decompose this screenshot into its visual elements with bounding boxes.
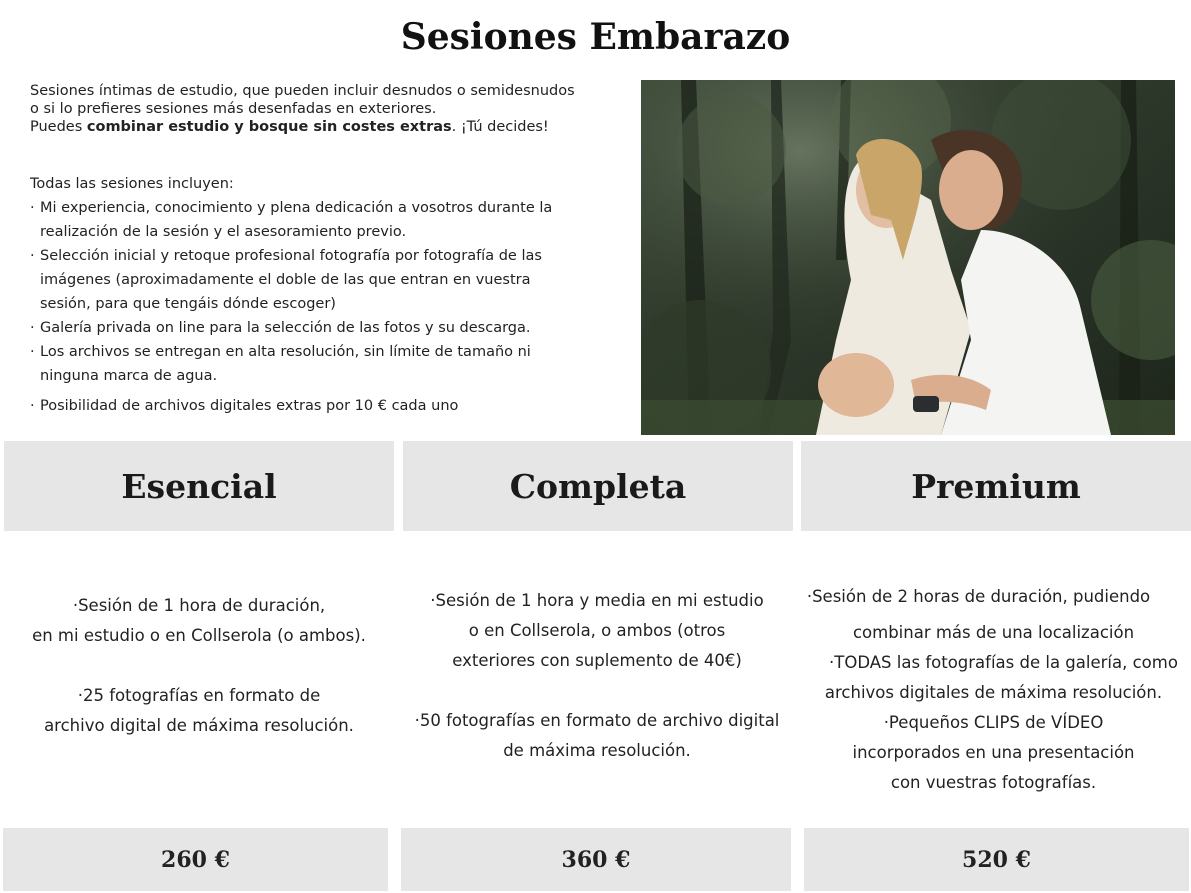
includes-heading: Todas las sesiones incluyen: xyxy=(30,176,234,192)
plan-line: ·TODAS las fotografías de la galería, como xyxy=(829,653,1178,672)
plan-line: de máxima resolución. xyxy=(503,741,691,760)
price-premium xyxy=(804,828,1189,891)
plan-line: ·50 fotografías en formato de archivo digital xyxy=(414,711,780,730)
plan-name: Premium xyxy=(911,466,1081,506)
includes-item: · Mi experiencia, conocimiento y plena dedicación a vosotros durante la realización de la sesión y el asesoramiento previo. xyxy=(30,196,570,244)
price-value: 260 € xyxy=(161,846,230,873)
plan-line: ·Sesión de 1 hora de duración, xyxy=(72,596,326,615)
intro-line-2: o si lo prefieres sesiones más desenfadas en exteriores. xyxy=(30,101,437,117)
plan-header-esencial xyxy=(4,441,394,531)
plan-line: incorporados en una presentación xyxy=(852,743,1135,762)
includes-item: · Posibilidad de archivos digitales extras por 10 € cada uno xyxy=(30,394,570,418)
includes-item: · Los archivos se entregan en alta resolución, sin límite de tamaño ni ninguna marca de agua. xyxy=(30,340,570,388)
list-dash: · xyxy=(30,398,35,414)
page-title: Sesiones Embarazo xyxy=(400,16,791,58)
includes-item: · Galería privada on line para la selección de las fotos y su descarga. xyxy=(30,316,570,340)
plan-header-completa xyxy=(403,441,793,531)
intro-line-3-bold: combinar estudio y bosque sin costes extras xyxy=(86,119,452,135)
intro-line-1: Sesiones íntimas de estudio, que pueden incluir desnudos o semidesnudos xyxy=(30,83,575,99)
price-esencial xyxy=(3,828,388,891)
plan-line: en mi estudio o en Collserola (o ambos). xyxy=(32,626,366,645)
plan-description-completa xyxy=(398,586,796,766)
plan-line: archivos digitales de máxima resolución. xyxy=(824,683,1163,702)
plan-line: ·25 fotografías en formato de xyxy=(77,686,321,705)
intro-line-3-start: Puedes xyxy=(30,119,87,135)
plan-description-esencial xyxy=(0,591,398,741)
plan-description-premium xyxy=(796,582,1191,798)
price-value: 360 € xyxy=(561,846,631,873)
price-completa xyxy=(401,828,791,891)
plan-line: ·Sesión de 1 hora y media en mi estudio xyxy=(430,591,764,610)
plan-name: Esencial xyxy=(121,466,277,506)
plan-line: combinar más de una localización xyxy=(852,623,1135,642)
list-dash: · xyxy=(30,200,35,216)
list-dash: · xyxy=(30,320,35,336)
plan-name: Completa xyxy=(509,466,687,506)
couple-photo xyxy=(641,80,1175,435)
includes-list xyxy=(30,196,620,418)
plan-line: con vuestras fotografías. xyxy=(890,773,1097,792)
plan-line: ·Pequeños CLIPS de VÍDEO xyxy=(883,713,1104,732)
list-dash: · xyxy=(30,248,35,264)
plan-line: ·Sesión de 2 horas de duración, pudiendo xyxy=(806,587,1151,606)
plan-line: exteriores con suplemento de 40€) xyxy=(452,651,742,670)
intro-text xyxy=(30,82,620,136)
intro-line-3-end: . ¡Tú decides! xyxy=(451,119,549,135)
price-value: 520 € xyxy=(962,846,1031,873)
list-dash: · xyxy=(30,344,35,360)
plan-line: o en Collserola, o ambos (otros xyxy=(468,621,726,640)
includes-item: · Selección inicial y retoque profesional fotografía por fotografía de las imágenes (aproximadamente el doble de las que entran en vuestra sesión, para que tengáis dónde escoger) xyxy=(30,244,570,316)
includes-section xyxy=(30,172,620,418)
plan-line: archivo digital de máxima resolución. xyxy=(44,716,354,735)
plan-header-premium xyxy=(801,441,1191,531)
forest-photo-illustration xyxy=(641,80,1175,435)
